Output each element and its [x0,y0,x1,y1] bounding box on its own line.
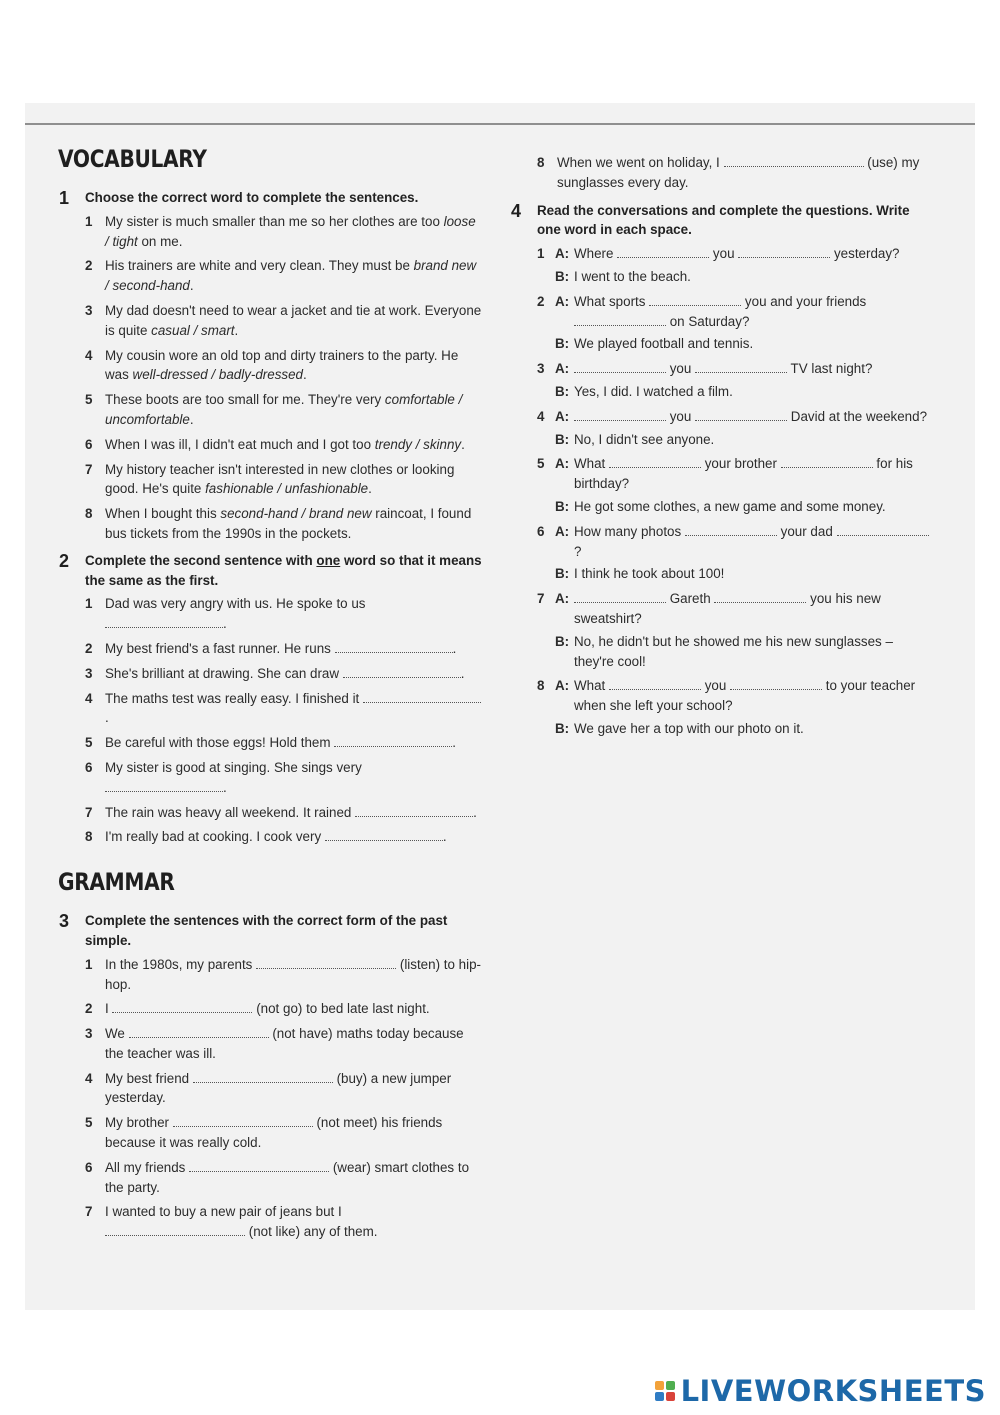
item-text[interactable]: His trainers are white and very clean. They must be brand new / second-hand. [105,258,477,294]
item-number: 1 [85,596,93,612]
list-item [85,955,483,995]
exercise-2 [58,551,483,847]
item-text: (not have) maths today because the teacher was ill. [105,1026,464,1061]
item-number: 3 [537,361,545,377]
exercise-3 [58,911,483,1242]
answer-gap[interactable] [714,590,806,603]
word-choice[interactable]: second-hand / brand new [220,506,372,522]
dialogue-item [537,244,935,287]
item-text: My best friend's a fast runner. He runs [105,640,331,656]
item-text: Yes, I did. I watched a film. [574,383,733,399]
list-item [85,689,483,729]
speaker-label: A: [555,361,570,377]
speaker-b-line [537,430,935,450]
item-number: 8 [85,506,93,522]
item-text: to your teacher when she left your school? [574,678,916,714]
instruction-underlined-word: one [316,552,341,568]
speaker-label: B: [555,336,570,352]
speaker-label: A: [555,591,570,607]
item-text: What sports [574,293,646,309]
item-text: The maths test was really easy. I finished it [105,690,360,706]
item-text: In the 1980s, my parents [105,956,253,972]
answer-gap[interactable] [837,523,929,536]
item-number: 1 [537,246,545,262]
logo-square [666,1381,675,1390]
item-text: your dad [780,523,833,539]
item-end: . [452,640,457,656]
speaker-b-line [537,382,935,402]
list-item [85,256,483,296]
answer-gap[interactable] [574,360,666,373]
list-item [85,1024,483,1064]
answer-gap[interactable] [574,313,666,326]
item-number: 2 [85,640,93,656]
liveworksheets-logo [655,1374,986,1408]
item-text: I went to the beach. [574,268,691,284]
exercise-2-items [85,594,483,847]
exercise-3-items [85,955,483,1242]
item-text: He got some clothes, a new game and some money. [574,498,886,514]
word-choice[interactable]: casual / smart [151,322,235,338]
exercise-4 [510,201,935,739]
item-number: 6 [85,1159,93,1175]
speaker-b-line [537,632,935,672]
item-number: 2 [537,293,545,309]
answer-gap[interactable] [574,590,666,603]
answer-gap[interactable] [325,828,443,841]
list-item [85,346,483,386]
item-text: All my friends [105,1159,186,1175]
answer-gap[interactable] [334,734,452,747]
speaker-a-line [537,407,935,427]
answer-gap[interactable] [649,293,741,306]
exercise-number: 4 [511,200,522,221]
item-text: ? [574,543,582,559]
item-text: What [574,456,606,472]
answer-gap[interactable] [256,956,396,969]
item-number: 8 [537,678,545,694]
answer-gap[interactable] [617,245,709,258]
instruction-part: word so that it means the same as the first. [85,552,482,588]
item-number: 8 [85,829,93,845]
answer-gap[interactable] [189,1159,329,1172]
speaker-a-line [537,589,935,629]
item-text: (not meet) his friends because it was really cold. [105,1115,443,1151]
item-text: for his birthday? [574,456,913,492]
list-item [85,664,483,684]
item-number: 8 [537,155,545,170]
list-item [85,1069,483,1109]
speaker-b-line [537,497,935,517]
list-item [85,1158,483,1198]
answer-gap[interactable] [129,1025,269,1038]
item-text: you [669,361,692,377]
item-number: 6 [85,759,93,775]
item-text: What [574,678,606,694]
item-text: you [712,246,735,262]
item-text: David at the weekend? [790,408,928,424]
answer-gap[interactable] [343,665,461,678]
item-end: . [460,665,465,681]
item-number: 1 [85,213,93,229]
answer-gap[interactable] [730,677,822,690]
item-text: Gareth [669,591,711,607]
item-number: 7 [85,804,93,820]
item-text[interactable]: My cousin wore an old top and dirty trainers to the party. He was well-dressed / badly-dressed. [105,347,459,383]
dialogue-item [537,454,935,516]
speaker-label: B: [555,268,570,284]
item-text: My sister is good at singing. She sings very [105,759,362,775]
item-text: (wear) smart clothes to the party. [105,1159,470,1195]
exercise-instruction: Choose the correct word to complete the sentences. [85,190,419,205]
item-text: How many photos [574,523,682,539]
item-number: 3 [85,1026,93,1042]
list-item [85,594,483,634]
dialogue-item [537,522,935,584]
list-item [85,733,483,753]
answer-gap[interactable] [363,690,481,703]
item-text: We [105,1026,125,1042]
list-item [85,1113,483,1153]
item-text[interactable]: These boots are too small for me. They're very comfortable / uncomfortable. [105,392,463,427]
dialogue-item [537,359,935,402]
speaker-label: B: [555,383,570,399]
answer-gap[interactable] [738,245,830,258]
answer-gap[interactable] [173,1114,313,1127]
item-text: Dad was very angry with us. He spoke to us [105,596,366,612]
item-text: on Saturday? [669,313,750,329]
list-item [85,435,483,455]
list-item [537,153,935,193]
item-number: 2 [85,258,93,274]
speaker-label: B: [555,720,570,736]
item-text[interactable]: When I was ill, I didn't eat much and I got too trendy / skinny. [105,436,465,452]
item-text[interactable]: My sister is much smaller than me so her clothes are too loose / tight on me. [105,213,476,249]
answer-gap[interactable] [695,408,787,421]
list-item [85,390,483,430]
item-text: you his new sweatshirt? [574,591,881,626]
answer-gap[interactable] [105,779,223,792]
item-number: 7 [85,1204,93,1220]
item-number: 2 [85,1001,93,1017]
word-choice[interactable]: brand new / second-hand [105,258,477,294]
dialogue-item [537,589,935,671]
word-choice[interactable]: fashionable / unfashionable [205,481,369,497]
item-text: Be careful with those eggs! Hold them [105,735,331,751]
word-choice[interactable]: trendy / skinny [374,436,462,452]
speaker-label: A: [555,523,570,539]
item-text: Where [574,246,614,262]
speaker-a-line [537,359,935,379]
item-text[interactable]: My history teacher isn't interested in new clothes or looking good. He's quite fashionable / unfashionable. [105,461,455,497]
list-item [85,504,483,544]
logo-square [655,1381,664,1390]
item-number: 1 [85,956,93,972]
item-end: . [473,804,477,820]
list-item [85,803,483,823]
word-choice[interactable]: well-dressed / badly-dressed [132,367,303,383]
answer-gap[interactable] [695,360,787,373]
speaker-b-line [537,267,935,287]
item-text: TV last night? [790,361,873,377]
item-text: I'm really bad at cooking. I cook very [105,829,322,845]
speaker-label: A: [555,456,570,472]
exercise-4-items [537,244,935,739]
speaker-label: B: [555,431,570,447]
item-text: you [704,678,727,694]
speaker-b-line [537,334,935,354]
item-number: 6 [85,436,93,452]
item-text: you [669,408,692,424]
answer-gap[interactable] [609,677,701,690]
speaker-b-line [537,564,935,584]
item-text: When we went on holiday, I [557,155,720,170]
item-text: you and your friends [744,293,867,309]
item-text: No, I didn't see anyone. [574,431,715,447]
item-number: 4 [85,690,93,706]
item-number: 6 [537,523,545,539]
logo-text: LIVEWORKSHEETS [680,1374,986,1408]
item-end: . [452,735,456,751]
vocabulary-heading: VOCABULARY [58,145,207,173]
logo-icon [655,1381,675,1401]
exercise-3-continued [510,153,935,193]
speaker-label: A: [555,408,570,424]
item-text[interactable]: My dad doesn't need to wear a jacket and tie at work. Everyone is quite casual / smart. [105,302,482,338]
exercise-number: 2 [59,550,70,571]
item-number: 7 [85,461,93,477]
right-column [510,153,935,744]
speaker-label: A: [555,678,570,694]
answer-gap[interactable] [105,615,223,628]
item-text: (not go) to bed late last night. [256,1001,430,1017]
logo-square [666,1392,675,1401]
answer-gap[interactable] [781,455,873,468]
speaker-a-line [537,522,935,562]
item-text: My best friend [105,1070,190,1086]
list-item [85,1202,483,1242]
item-number: 3 [85,665,93,681]
list-item [85,999,483,1019]
exercise-number: 1 [59,188,70,208]
item-text: We played football and tennis. [574,336,754,352]
item-number: 5 [85,735,93,751]
item-text: My brother [105,1115,169,1131]
speaker-a-line [537,244,935,264]
item-number: 7 [537,591,545,607]
exercise-number: 3 [59,911,70,932]
item-text: She's brilliant at drawing. She can draw [105,665,340,681]
item-end: . [105,710,109,726]
answer-gap[interactable] [724,154,864,167]
answer-gap[interactable] [574,408,666,421]
answer-gap[interactable] [685,523,777,536]
speaker-label: A: [555,246,570,262]
speaker-a-line [537,676,935,716]
answer-gap[interactable] [355,804,473,817]
dialogue-item [537,292,935,354]
speaker-label: A: [555,293,570,309]
item-text: yesterday? [833,246,900,262]
item-text: The rain was heavy all weekend. It rained [105,804,352,820]
instruction-part: Complete the second sentence with [85,552,317,568]
item-end: . [223,616,227,632]
word-choice[interactable]: loose / tight [105,213,476,249]
item-text: We gave her a top with our photo on it. [574,720,804,736]
item-text: I think he took about 100! [574,566,725,582]
item-text[interactable]: When I bought this second-hand / brand new raincoat, I found bus tickets from the 1990s in the pockets. [105,506,472,541]
exercise-instruction [85,551,483,591]
list-item [85,758,483,798]
answer-gap[interactable] [105,1223,245,1236]
speaker-label: B: [555,566,570,582]
item-number: 4 [537,408,545,424]
speaker-a-line [537,292,935,332]
top-divider [25,123,975,125]
item-end: . [223,779,227,795]
item-number: 5 [85,1115,93,1131]
logo-square [655,1392,664,1401]
item-text: No, he didn't but he showed me his new sunglasses – they're cool! [574,633,893,669]
item-number: 5 [85,392,93,408]
item-end: . [442,829,447,845]
list-item [85,827,483,847]
exercise-instruction: Read the conversations and complete the questions. Write one word in each space. [537,202,910,238]
speaker-label: B: [555,498,570,514]
speaker-a-line [537,454,935,494]
item-text: (buy) a new jumper yesterday. [105,1070,452,1106]
list-item [85,212,483,252]
item-number: 3 [85,302,93,318]
exercise-1-items [85,212,483,544]
list-item [85,639,483,659]
item-text: I wanted to buy a new pair of jeans but I [105,1204,342,1220]
item-number: 4 [85,1070,93,1086]
left-column [58,145,483,1247]
dialogue-item [537,407,935,450]
list-item [85,460,483,500]
exercise-1 [58,188,483,544]
item-text: I [105,1001,109,1017]
answer-gap[interactable] [193,1070,333,1083]
list-item [85,301,483,341]
item-text: (not like) any of them. [248,1224,378,1240]
speaker-label: B: [555,633,570,649]
grammar-heading: GRAMMAR [58,868,175,897]
word-choice[interactable]: comfortable / uncomfortable [105,392,463,427]
answer-gap[interactable] [112,1000,252,1013]
item-text: your brother [704,456,777,472]
item-text: (listen) to hip-hop. [105,956,481,992]
item-text: (use) my sunglasses every day. [557,155,920,190]
speaker-b-line [537,719,935,739]
item-number: 4 [85,347,93,363]
exercise-instruction: Complete the sentences with the correct form of the past simple. [85,913,448,948]
dialogue-item [537,676,935,738]
answer-gap[interactable] [335,640,453,653]
item-number: 5 [537,456,545,472]
answer-gap[interactable] [609,455,701,468]
